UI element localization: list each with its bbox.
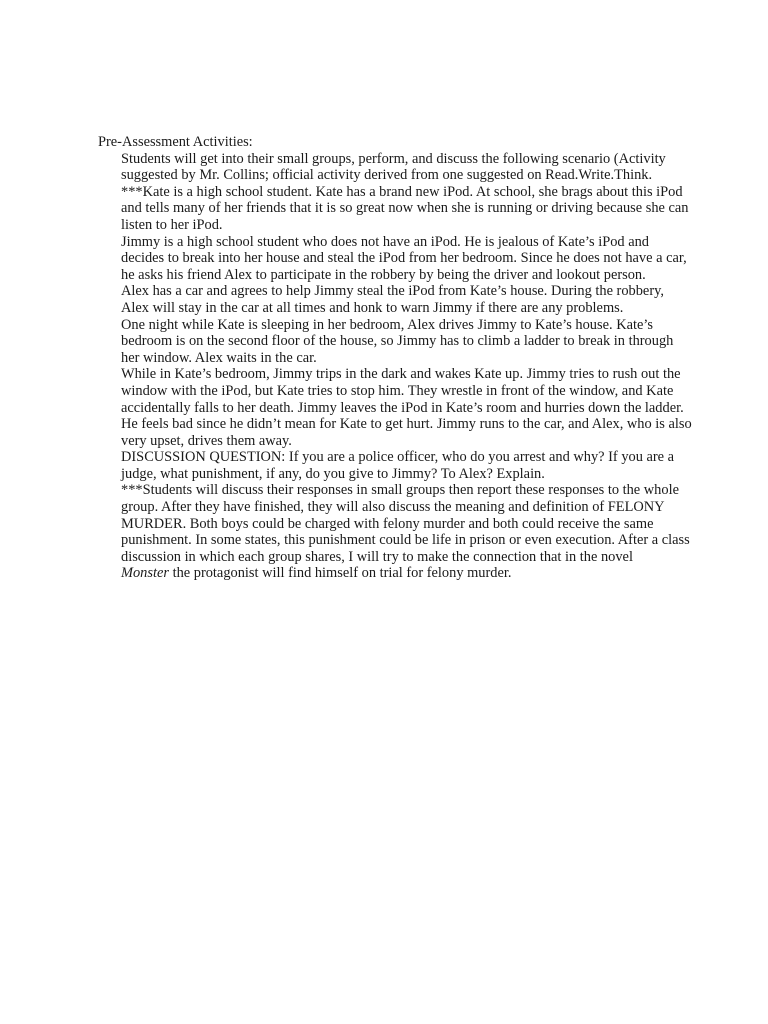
paragraph-kate: ***Kate is a high school student. Kate has a brand new iPod. At school, she brags about this iPod and tells many of her friends that it is so great now when she is running or driving because she can listen to her iPod.: [121, 183, 689, 233]
document-content: [98, 134, 694, 582]
document-body: [121, 151, 694, 582]
paragraph-jimmy: Jimmy is a high school student who does not have an iPod. He is jealous of Kate’s iPod and decides to break into her house and steal the iPod from her bedroom. Since he does not have a car, he asks his friend Alex to participate in the robbery by being the driver and lookout person.: [121, 233, 687, 283]
paragraph-alex: Alex has a car and agrees to help Jimmy steal the iPod from Kate’s house. During the robbery, Alex will stay in the car at all times and honk to warn Jimmy if there are any problems.: [121, 283, 664, 316]
paragraph-discussion-question: DISCUSSION QUESTION: If you are a police officer, who do you arrest and why? If you are a judge, what punishment, if any, do you give to Jimmy? To Alex? Explain.: [121, 449, 675, 482]
final-paragraph-text: ***Students will discuss their responses in small groups then report these responses to the whole group. After they have finished, they will also discuss the meaning and definition of FELONY MURDER. Both boys could be charged with felony murder and both could receive the same punishment. In some states, this punishment could be life in prison or even execution. After a class discussion in which each group shares, I will try to make the connection that in the novel: [121, 482, 690, 565]
paragraph-night: One night while Kate is sleeping in her bedroom, Alex drives Jimmy to Kate’s house. Kate’s bedroom is on the second floor of the house, so Jimmy has to climb a ladder to break in through her window. Alex waits in the car.: [121, 316, 674, 366]
section-heading: Pre-Assessment Activities:: [98, 134, 253, 150]
paragraph-bedroom: While in Kate’s bedroom, Jimmy trips in the dark and wakes Kate up. Jimmy tries to rush out the window with the iPod, but Kate tries to stop him. They wrestle in front of the window, and Kate accidentally falls to her death. Jimmy leaves the iPod in Kate’s room and hurries down the ladder. He feels bad since he didn’t mean for Kate to get hurt. Jimmy runs to the car, and Alex, who is also very upset, drives them away.: [121, 366, 692, 449]
paragraph-intro: Students will get into their small groups, perform, and discuss the following scenario (Activity suggested by Mr. Collins; official activity derived from one suggested on Read.Write.Think.: [121, 150, 666, 184]
paragraph-final: [121, 482, 694, 582]
novel-title: Monster: [121, 565, 169, 582]
final-paragraph-ending: the protagonist will find himself on trial for felony murder.: [168, 565, 512, 582]
